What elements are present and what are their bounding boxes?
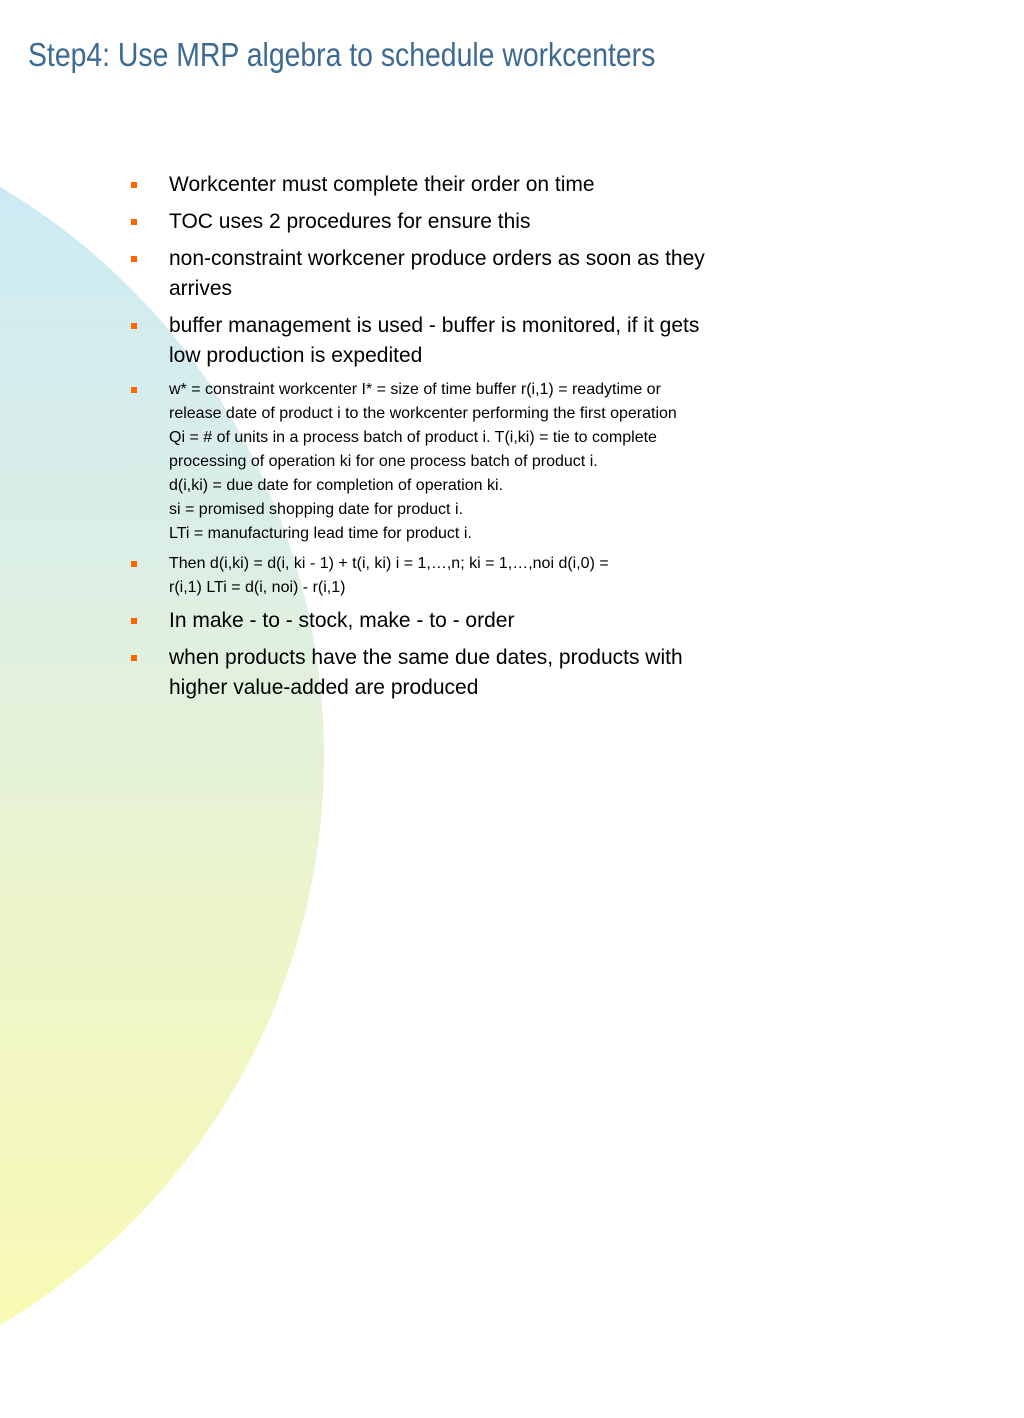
bullet-item: [130, 207, 830, 237]
bullet-text-line: In make - to - stock, make - to - order: [169, 609, 515, 632]
bullet-item: [130, 606, 830, 636]
bullet-item: [130, 311, 830, 371]
bullet-item: [130, 244, 830, 304]
bullet-text-line: Qi = # of units in a process batch of product i. T(i,ki) = tie to complete: [169, 429, 657, 446]
bullet-text-line: low production is expedited: [169, 344, 423, 367]
bullet-item: [130, 552, 830, 600]
bullet-item: [130, 643, 830, 703]
bullet-item: [130, 378, 830, 546]
bullet-text-line: arrives: [169, 277, 233, 300]
bullet-text-line: buffer management is used - buffer is monitored, if it gets: [169, 314, 700, 337]
slide-title: Step4: Use MRP algebra to schedule workcenters: [28, 36, 656, 73]
bullet-list: [130, 170, 830, 710]
bullet-text-line: release date of product i to the workcenter performing the first operation: [169, 405, 677, 422]
bullet-text-line: si = promised shopping date for product i.: [169, 501, 463, 518]
bullet-text-line: higher value-added are produced: [169, 676, 479, 699]
bullet-text-line: processing of operation ki for one process batch of product i.: [169, 453, 598, 470]
bullet-text-line: w* = constraint workcenter I* = size of time buffer r(i,1) = readytime or: [169, 381, 661, 398]
bullet-text-line: TOC uses 2 procedures for ensure this: [169, 210, 531, 233]
bullet-text-line: Then d(i,ki) = d(i, ki - 1) + t(i, ki) i = 1,…,n; ki = 1,…,noi d(i,0) =: [169, 555, 609, 572]
bullet-text-line: non-constraint workcener produce orders as soon as they: [169, 247, 705, 270]
bullet-text-line: LTi = manufacturing lead time for product i.: [169, 525, 472, 542]
bullet-text-line: r(i,1) LTi = d(i, noi) - r(i,1): [169, 579, 346, 596]
bullet-text-line: when products have the same due dates, products with: [169, 646, 683, 669]
bullet-item: [130, 170, 830, 200]
bullet-text-line: d(i,ki) = due date for completion of operation ki.: [169, 477, 503, 494]
bullet-text-line: Workcenter must complete their order on time: [169, 173, 595, 196]
